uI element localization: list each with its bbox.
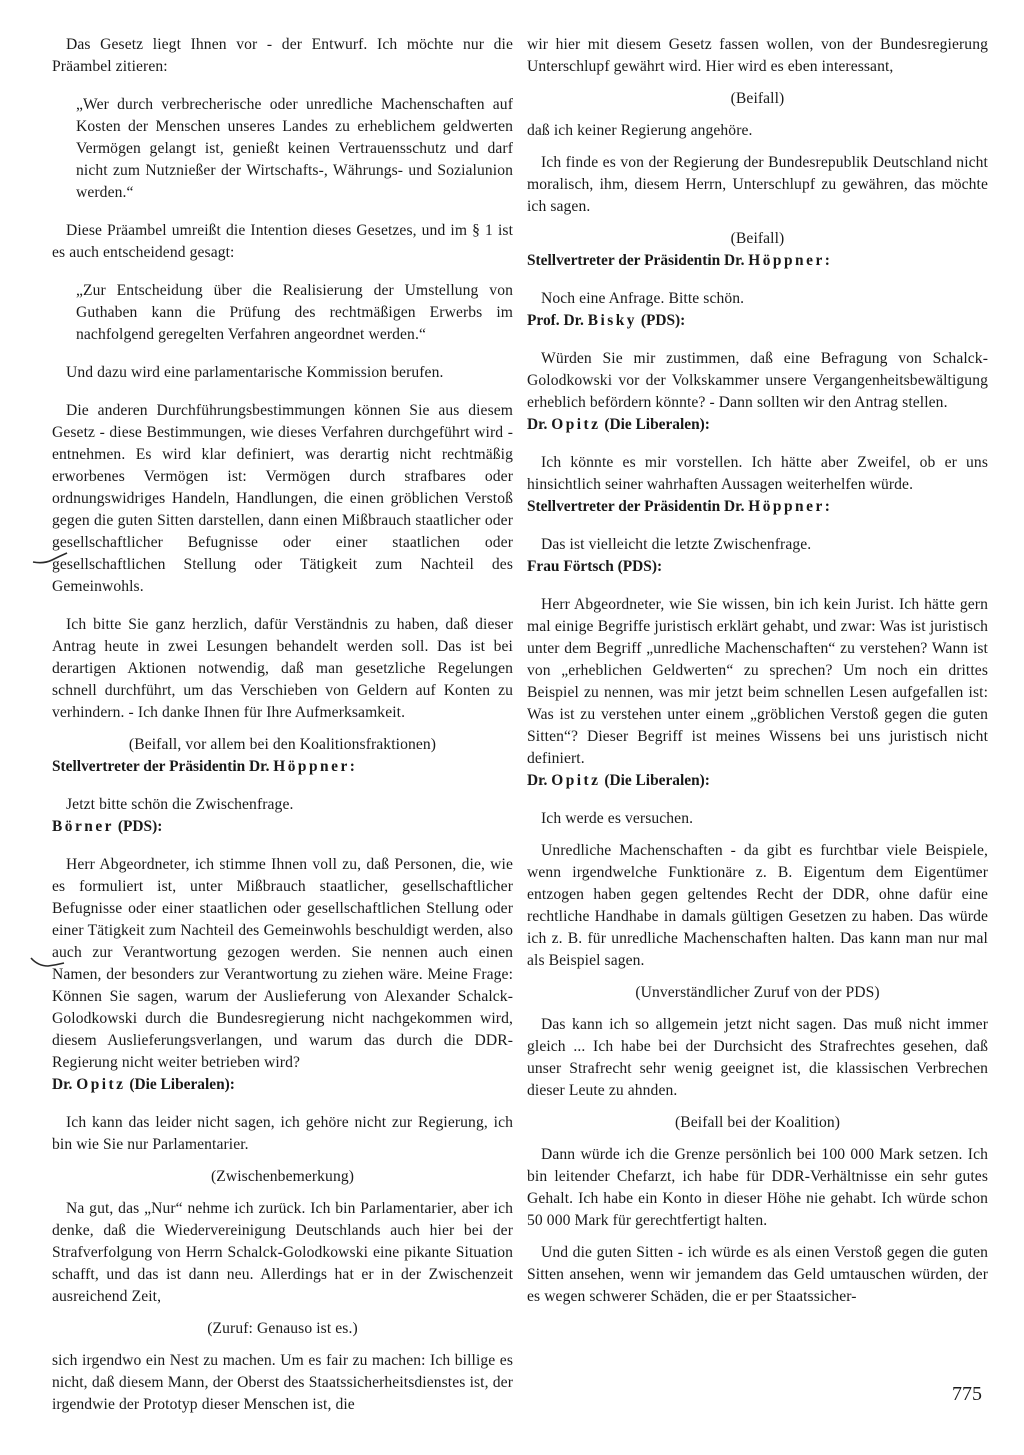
paragraph: wir hier mit diesem Gesetz fassen wollen, von der Bundesregierung Unterschlupf gewährt wird. Hier wird es eben interessant, <box>527 36 988 75</box>
paragraph: Herr Abgeordneter, ich stimme Ihnen voll zu, daß Personen, die, wie es formuliert ist, unter Mißbrauch staatlicher, gesellschaftlicher Befugnisse oder einer staatlichen oder gesellschaftlichen Stellung oder einer Tätigkeit zum Nachteil des Gemeinwohls beschuldigt werden, also auch zur Verantwortung gezogen werden. Sie nennen auch einen Namen, der besonders zur Verantwortung zu ziehen wäre. Meine Frage: Können Sie sagen, warum der Auslieferung von Alexander Schalck-Golodkowski durch die Bundesregierung nicht nachgekommen wird, diesem Auslieferungsverlangen, und warum das durch die DDR-Regierung nicht weiter betrieben wird? <box>52 856 513 1071</box>
speaker-heading: Dr. Opitz (Die Liberalen): <box>527 416 710 433</box>
right-column <box>527 34 988 1308</box>
interjection: (Beifall) <box>730 230 785 247</box>
speaker-heading: Stellvertreter der Präsidentin Dr. Höppner: <box>527 498 830 515</box>
page-number: 775 <box>952 1383 982 1405</box>
paragraph: Ich werde es versuchen. <box>541 810 694 827</box>
speaker-heading: Börner (PDS): <box>52 818 163 835</box>
speaker-heading: Prof. Dr. Bisky (PDS): <box>527 312 686 329</box>
interjection: (Beifall) <box>730 90 785 107</box>
speaker-heading: Dr. Opitz (Die Liberalen): <box>527 772 710 789</box>
paragraph: daß ich keiner Regierung angehöre. <box>527 122 753 139</box>
margin-checkmark-icon <box>28 952 68 974</box>
paragraph: Und dazu wird eine parlamentarische Kommission berufen. <box>66 364 444 381</box>
paragraph: Herr Abgeordneter, wie Sie wissen, bin ich kein Jurist. Ich hätte gern mal einige Begriffe juristisch erklärt gehabt, und zwar: Was ist juristisch unter dem Begriff „unredliche Machenschaften“ zu verstehen? Wann ist von „erheblichen Geldwerten“ zu sprechen? Um noch ein drittes Beispiel zu nennen, was mir jetzt beim schnellen Lesen aufgefallen ist: Was ist zu verstehen unter einem „gröblichen Verstoß gegen die guten Sitten“? Dieser Begriff ist meines Wissens bei uns juristisch nicht definiert. <box>527 596 988 767</box>
paragraph: Ich kann das leider nicht sagen, ich gehöre nicht zur Regierung, ich bin wie Sie nur Parlamentarier. <box>52 1114 513 1153</box>
speaker-heading: Stellvertreter der Präsidentin Dr. Höppner: <box>52 758 355 775</box>
quote-section-1: „Zur Entscheidung über die Realisierung der Umstellung von Guthaben kann die Prüfung des rechtmäßigen Erwerbs im nachfolgend geregelten Verfahren angeordnet werden.“ <box>76 282 513 343</box>
paragraph: Na gut, das „Nur“ nehme ich zurück. Ich bin Parlamentarier, aber ich denke, daß die Wiedervereinigung Deutschlands auch hier bei der Strafverfolgung von Herrn Schalck-Golodkowski eine pikante Situation schafft, und das ist dann neu. Allerdings hat er in der Zwischenzeit ausreichend Zeit, <box>52 1200 513 1305</box>
paragraph: Unredliche Machenschaften - da gibt es furchtbar viele Beispiele, wenn irgendwelche Funktionäre z. B. Eigentum dem Eigentümer entzogen haben gegen geltendes Recht der DDR, ohne dafür eine rechtliche Handhabe in damals gültigen Gesetzen zu haben. Das würde ich z. B. für unredliche Machenschaften halten. Das kann man nur mal als Beispiel sagen. <box>527 842 988 969</box>
interjection: (Beifall bei der Koalition) <box>674 1114 841 1131</box>
paragraph: Noch eine Anfrage. Bitte schön. <box>541 290 745 307</box>
paragraph: Ich bitte Sie ganz herzlich, dafür Verständnis zu haben, daß dieser Antrag heute in zwei Lesungen behandelt werden soll. Das ist bei derartigen Aktionen notwendig, daß man gesetzliche Regelungen schnell durchführt, um das Verschieben von Geldern auf Konten zu verhindern. - Ich danke Ihnen für Ihre Aufmerksamkeit. <box>52 616 513 721</box>
interjection: (Zuruf: Genauso ist es.) <box>207 1320 358 1337</box>
paragraph: Das kann ich so allgemein jetzt nicht sagen. Das muß nicht immer gleich ... Ich habe bei der Durchsicht des Strafrechtes gesehen, daß unser Strafrecht sehr wenig geeignet ist, die klassischen Verbrechen dieser Leute zu ahnden. <box>527 1016 988 1099</box>
left-column <box>52 34 513 1416</box>
margin-checkmark-icon <box>30 550 70 572</box>
quote-preamble: „Wer durch verbrecherische oder unredliche Machenschaften auf Kosten der Menschen unseres Landes zu erheblichem geldwerten Vermögen gelangt ist, genießt keinen Vertrauensschutz und darf nicht zum Nutznießer der Wirtschafts-, Währungs- und Sozialunion werden.“ <box>76 96 513 201</box>
paragraph: Die anderen Durchführungsbestimmungen können Sie aus diesem Gesetz - diese Bestimmungen, wie dieses Verfahren durchgeführt wird - entnehmen. Es wird klar definiert, was derartig nicht rechtmäßig erworbenes Vermögen ist: Vermögen durch strafbares oder ordnungswidriges Handeln, Handlungen, die einen gröblichen Verstoß gegen die guten Sitten darstellen, dann einen Mißbrauch staatlicher oder gesellschaftlicher Befugnisse oder einer staatlichen oder gesellschaftlichen Stellung oder Tätigkeit zum Nachteil des Gemeinwohls. <box>52 402 513 595</box>
paragraph: Ich finde es von der Regierung der Bundesrepublik Deutschland nicht moralisch, ihm, diesem Herrn, Unterschlupf zu gewähren, das möchte ich sagen. <box>527 154 988 215</box>
paragraph: sich irgendwo ein Nest zu machen. Um es fair zu machen: Ich billige es nicht, daß diesem Mann, der Oberst des Staatssicherheitsdienstes ist, der irgendwie der Prototyp dieser Menschen ist, die <box>52 1352 513 1413</box>
paragraph: Diese Präambel umreißt die Intention dieses Gesetzes, und im § 1 ist es auch entscheidend gesagt: <box>52 222 513 261</box>
interjection: (Zwischenbemerkung) <box>210 1168 355 1185</box>
speaker-heading: Frau Förtsch (PDS): <box>527 558 663 575</box>
paragraph: Dann würde ich die Grenze persönlich bei 100 000 Mark setzen. Ich bin leitender Chefarzt, ich habe für DDR-Verhältnisse ein sehr gutes Gehalt. Ich habe ein Konto in dieser Höhe nie gehabt. Ich würde schon 50 000 Mark für gerechtfertigt halten. <box>527 1146 988 1229</box>
paragraph: Das ist vielleicht die letzte Zwischenfrage. <box>541 536 812 553</box>
interjection: (Beifall, vor allem bei den Koalitionsfraktionen) <box>128 736 437 753</box>
paragraph: Das Gesetz liegt Ihnen vor - der Entwurf. Ich möchte nur die Präambel zitieren: <box>52 36 513 75</box>
paragraph: Und die guten Sitten - ich würde es als einen Verstoß gegen die guten Sitten ansehen, wenn wir jemandem das Geld umtauschen würden, der es wegen schwerer Schäden, die er per Staatssicher- <box>527 1244 988 1305</box>
paragraph: Jetzt bitte schön die Zwischenfrage. <box>66 796 294 813</box>
speaker-heading: Stellvertreter der Präsidentin Dr. Höppner: <box>527 252 830 269</box>
interjection: (Unverständlicher Zuruf von der PDS) <box>635 984 880 1001</box>
paragraph: Würden Sie mir zustimmen, daß eine Befragung von Schalck-Golodkowski vor der Volkskammer unsere Vergangenheitsbewältigung erheblich befördern könnte? - Dann sollten wir den Antrag stellen. <box>527 350 988 411</box>
speaker-heading: Dr. Opitz (Die Liberalen): <box>52 1076 235 1093</box>
paragraph: Ich könnte es mir vorstellen. Ich hätte aber Zweifel, ob er uns hinsichtlich seiner wahrhaften Aussagen weiterhelfen würde. <box>527 454 988 493</box>
